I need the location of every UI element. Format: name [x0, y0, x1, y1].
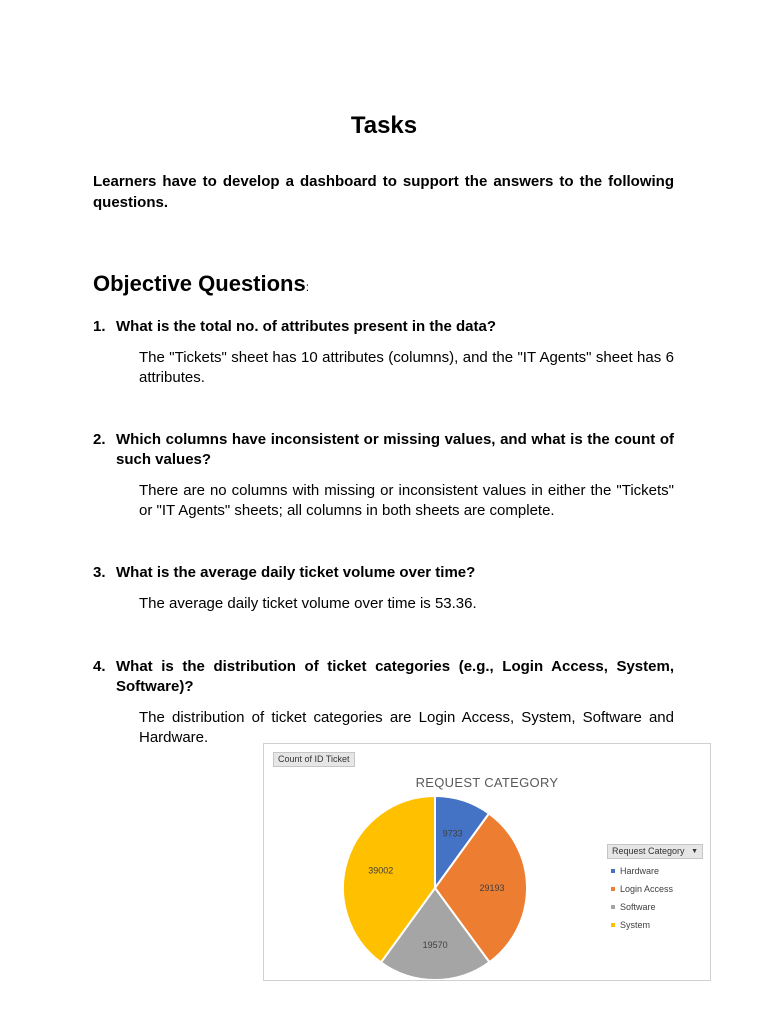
answer-text: The average daily ticket volume over time is 53.36. — [139, 595, 477, 612]
legend-item — [607, 882, 703, 895]
legend-label: Hardware — [620, 865, 660, 876]
page-title: Tasks — [350, 112, 418, 139]
answer-text: There are no columns with missing or inconsistent values in either the "Tickets" or "IT Agents" sheets; all columns in both sheets are complete. — [139, 482, 674, 519]
legend-field-label: Request Category — [612, 846, 685, 856]
section-heading — [93, 270, 309, 301]
question-number: 3. — [93, 564, 106, 581]
chart-title: REQUEST CATEGORY — [415, 775, 559, 790]
answer-text: The "Tickets" sheet has 10 attributes (columns), and the "IT Agents" sheet has 6 attributes. — [139, 349, 674, 386]
dropdown-arrow-icon[interactable]: ▼ — [691, 848, 698, 855]
question-number: 4. — [93, 658, 106, 675]
question-block-1 — [93, 317, 674, 388]
question-text: Which columns have inconsistent or missing values, and what is the count of such values? — [116, 431, 674, 468]
legend-field-button[interactable] — [607, 844, 703, 859]
legend-item — [607, 864, 703, 877]
section-heading-colon: : — [305, 280, 310, 294]
answer-text: The distribution of ticket categories are Login Access, System, Software and Hardware. — [139, 709, 674, 746]
value-field-button[interactable]: Count of ID Ticket — [273, 752, 355, 767]
question-number: 1. — [93, 318, 106, 335]
legend-item — [607, 900, 703, 913]
pie-chart-container — [263, 743, 711, 981]
legend-item — [607, 918, 703, 931]
chart-legend — [607, 844, 703, 931]
pie-data-label: 9733 — [442, 828, 463, 839]
legend-label: Login Access — [620, 883, 674, 894]
question-text: What is the average daily ticket volume over time? — [116, 564, 476, 581]
legend-label: System — [620, 919, 651, 930]
pie-data-label: 19570 — [422, 940, 448, 951]
pie-data-label: 39002 — [368, 865, 394, 876]
pie-data-label: 29193 — [479, 882, 505, 893]
legend-swatch — [611, 923, 615, 927]
question-text: What is the distribution of ticket categories (e.g., Login Access, System, Software)? — [116, 658, 674, 695]
question-block-4 — [93, 657, 674, 748]
legend-swatch — [611, 887, 615, 891]
question-block-2 — [93, 430, 674, 521]
section-heading-text: Objective Questions — [93, 271, 306, 296]
question-number: 2. — [93, 431, 106, 448]
legend-swatch — [611, 905, 615, 909]
question-block-3 — [93, 563, 674, 614]
question-text: What is the total no. of attributes present in the data? — [116, 318, 497, 335]
legend-swatch — [611, 869, 615, 873]
intro-paragraph: Learners have to develop a dashboard to support the answers to the following questions. — [93, 173, 674, 211]
legend-label: Software — [620, 901, 656, 912]
